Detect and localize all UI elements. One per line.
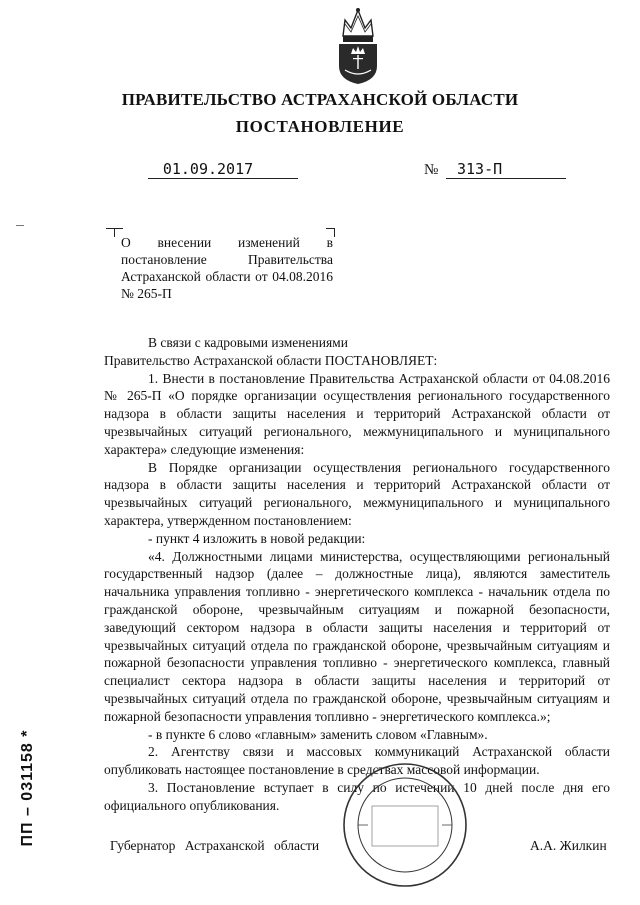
document-body	[104, 334, 610, 815]
government-heading: ПРАВИТЕЛЬСТВО АСТРАХАНСКОЙ ОБЛАСТИ	[121, 90, 519, 109]
document-type-title: ПОСТАНОВЛЕНИЕ	[235, 117, 405, 136]
date-underline	[148, 178, 298, 179]
body-paragraph: В Порядке организации осуществления регионального государственного надзора в области защиты населения и территорий Астраханской области от чрезвычайных ситуаций регионального, межмуниципального и муниципального характера, утвержденном постановлением:	[104, 459, 610, 528]
body-paragraph: - пункт 4 изложить в новой редакции:	[148, 530, 366, 546]
body-paragraph: Правительство Астраханской области ПОСТАНОВЛЯЕТ:	[104, 352, 438, 368]
document-number: 313-П	[457, 160, 503, 178]
document-date: 01.09.2017	[162, 160, 254, 178]
number-underline	[446, 178, 566, 179]
margin-mark	[16, 225, 24, 226]
serial-number-block	[8, 708, 48, 868]
signature-position: Губернатор Астраханской области	[110, 838, 320, 853]
body-paragraph: 2. Агентству связи и массовых коммуникаций Астраханской области опубликовать настоящее постановление в средствах массовой информации.	[104, 744, 610, 778]
official-stamp	[338, 760, 472, 890]
coat-of-arms-emblem	[329, 6, 387, 86]
body-paragraph: В связи с кадровыми изменениями	[148, 335, 348, 350]
signature-name: А.А. Жилкин	[530, 838, 607, 853]
body-paragraph: 3. Постановление вступает в силу по истечении 10 дней после дня его официального опубликования.	[104, 779, 610, 813]
body-paragraph: - в пункте 6 слово «главным» заменить словом «Главным».	[148, 726, 488, 742]
serial-number: ПП – 031158 *	[19, 729, 36, 847]
body-paragraph: 1. Внести в постановление Правительства Астраханской области от 04.08.2016 № 265-П «О порядке организации осуществления регионального государственного надзора в области защиты населения и территорий Астраханской области от чрезвычайных ситуаций регионального, межмуниципального и муниципального характера» следующие изменения:	[104, 370, 610, 457]
body-paragraph: «4. Должностными лицами министерства, осуществляющими региональный государственный надзор (далее – должностные лица), являются заместитель начальника управления топливно - энергетического комплекса - начальник отдела по гражданской обороне, чрезвычайным ситуациям и пожарной безопасности, заведующий сектором надзора в области защиты населения и территорий от чрезвычайных ситуаций отдела по гражданской обороне, чрезвычайным ситуациям и пожарной безопасности управления топливно - энергетического комплекса, главный специалист сектора надзора в области защиты населения и территорий от чрезвычайных ситуаций отдела по гражданской обороне, чрезвычайным ситуациям и пожарной безопасности управления топливно - энергетического комплекса.»;	[104, 548, 610, 724]
number-sign: №	[424, 162, 439, 178]
document-subject: О внесении изменений в постановление Правительства Астраханской области от 04.08.2016 № 265-П	[121, 235, 333, 301]
